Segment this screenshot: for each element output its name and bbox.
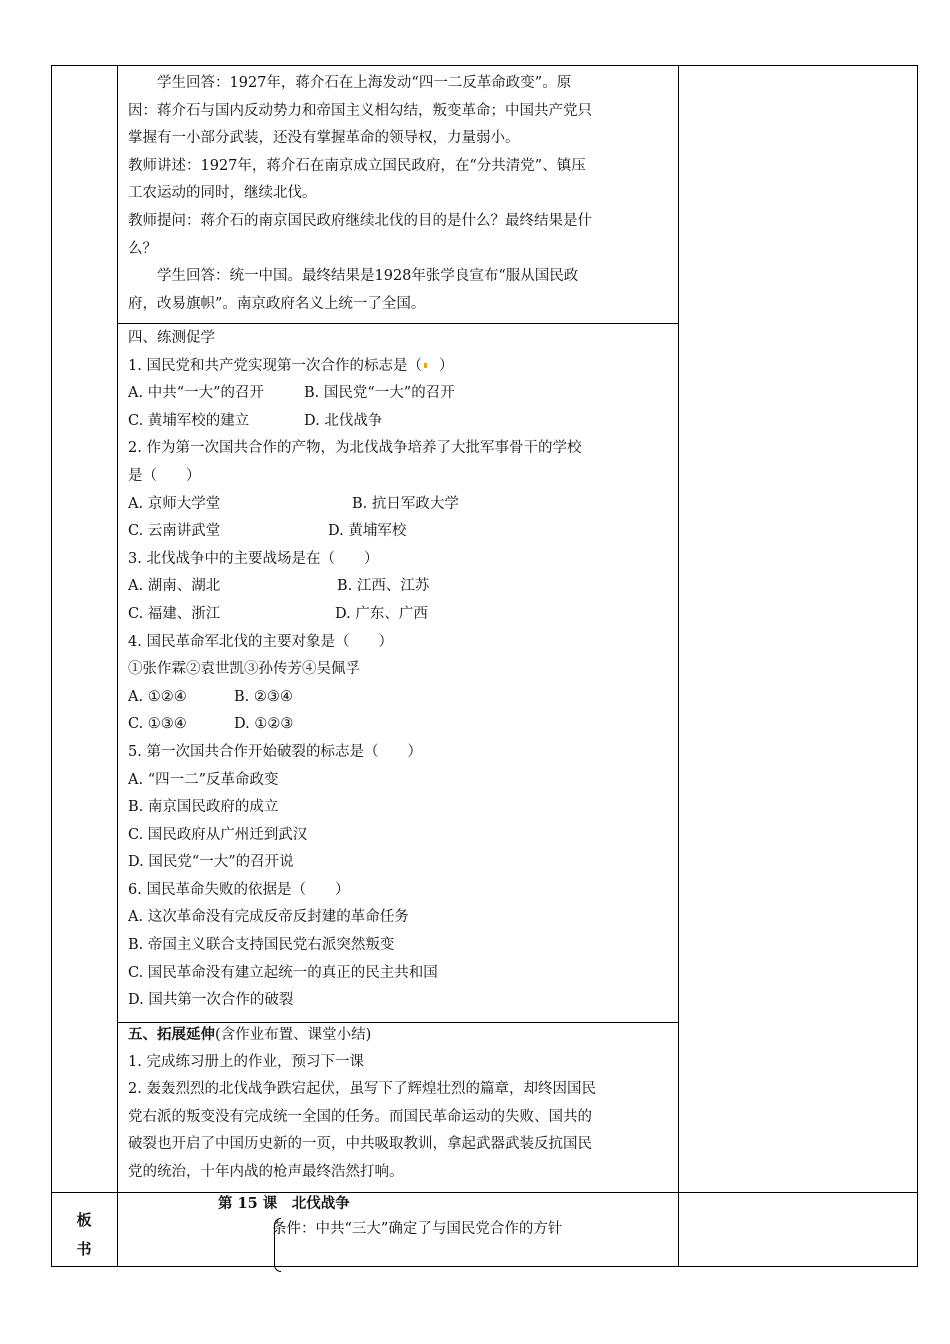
option: B. 南京国民政府的成立 <box>128 799 279 816</box>
board-condition: 条件：中共“三大”确定了与国民党合作的方针 <box>272 1221 563 1237</box>
paragraph-line: 么？ <box>128 240 157 257</box>
row-divider-1 <box>117 323 678 324</box>
option: B. ②③④ <box>234 688 293 705</box>
option-row <box>128 518 673 546</box>
option: D. 广东、广西 <box>335 605 428 622</box>
column-divider-right <box>678 65 679 1267</box>
paragraph-line: 工农运动的同时，继续北伐。 <box>128 185 317 202</box>
board-label-2: 书 <box>76 1240 92 1258</box>
question-3: 3. 北伐战争中的主要战场是在（ ） <box>128 550 379 567</box>
option: D. 黄埔军校 <box>328 523 407 540</box>
question-5: 5. 第一次国共合作开始破裂的标志是（ ） <box>128 743 422 760</box>
option: C. 国民政府从广州迁到武汉 <box>128 826 308 843</box>
option-row <box>128 408 673 436</box>
paragraph-line: 党的统治，十年内战的枪声最终浩然打响。 <box>128 1163 404 1180</box>
paragraph-line: 教师提问：蒋介石的南京国民政府继续北伐的目的是什么？最终结果是什 <box>128 212 592 229</box>
option: D. ①②③ <box>234 716 294 733</box>
question-6: 6. 国民革命失败的依据是（ ） <box>128 881 350 898</box>
option: A. 京师大学堂 <box>128 495 221 512</box>
dialogue-section <box>128 70 673 318</box>
paragraph-line: 1. 完成练习册上的作业，预习下一课 <box>128 1053 364 1070</box>
paragraph-line: 党右派的叛变没有完成统一全国的任务。而国民革命运动的失败、国共的 <box>128 1108 592 1125</box>
board-label-1: 板 <box>76 1211 92 1229</box>
option: A. ①②④ <box>128 688 187 705</box>
option: B. 国民党“一大”的召开 <box>304 385 455 402</box>
option: D. 国共第一次合作的破裂 <box>128 992 294 1009</box>
option: A. 中共“一大”的召开 <box>128 385 265 402</box>
option: C. 黄埔军校的建立 <box>128 412 250 429</box>
section-title: 四、练测促学 <box>128 330 215 346</box>
option-row <box>128 684 673 712</box>
section-title-bold: 五、拓展延伸 <box>128 1026 215 1043</box>
extension-section <box>128 1021 673 1187</box>
paragraph-line: 学生回答：1927年，蒋介石在上海发动“四一二反革命政变”。原 <box>157 75 572 91</box>
option: B. 抗日军政大学 <box>352 495 459 512</box>
paragraph-line: 因：蒋介石与国内反动势力和帝国主义相勾结，叛变革命；中国共产党只 <box>128 102 592 119</box>
exercise-section <box>128 325 673 1015</box>
paragraph-line: 府，改易旗帜”。南京政府名义上统一了全国。 <box>128 295 426 312</box>
option-row <box>128 711 673 739</box>
paragraph-line: 教师讲述：1927年，蒋介石在南京成立国民政府，在“分共清党”、镇压 <box>128 157 586 174</box>
option: A. “四一二”反革命政变 <box>128 771 279 788</box>
option: C. 云南讲武堂 <box>128 523 221 540</box>
section-title <box>128 1021 673 1049</box>
question-4-items: ①张作霖②袁世凯③孙传芳④吴佩孚 <box>128 661 360 678</box>
option-row <box>128 601 673 629</box>
option: B. 帝国主义联合支持国民党右派突然叛变 <box>128 937 395 954</box>
question-2: 2. 作为第一次国共合作的产物，为北伐战争培养了大批军事骨干的学校 <box>128 440 582 457</box>
option: A. 这次革命没有完成反帝反封建的革命任务 <box>128 909 409 926</box>
paragraph-line: 2. 轰轰烈烈的北伐战争跌宕起伏，虽写下了辉煌壮烈的篇章，却终因国民 <box>128 1081 596 1098</box>
option: B. 江西、江苏 <box>337 578 430 595</box>
question-bracket: ） <box>438 357 454 374</box>
question-4: 4. 国民革命军北伐的主要对象是（ ） <box>128 633 393 650</box>
option-row <box>128 491 673 519</box>
board-title: 第 15 课 北伐战争 <box>218 1195 350 1212</box>
option: C. 国民革命没有建立起统一的真正的民主共和国 <box>128 964 438 981</box>
option: D. 北伐战争 <box>304 412 383 429</box>
option: C. ①③④ <box>128 716 187 733</box>
column-divider-left <box>117 65 118 1267</box>
paragraph-line: 掌握有一小部分武装，还没有掌握革命的领导权，力量弱小。 <box>128 130 520 147</box>
paragraph-line: 破裂也开启了中国历史新的一页，中共吸取教训，拿起武器武装反抗国民 <box>128 1136 592 1153</box>
paragraph-line: 学生回答：统一中国。最终结果是1928年张学良宣布“服从国民政 <box>157 268 579 285</box>
question-2-cont: 是（ ） <box>128 467 201 484</box>
question-1 <box>128 353 673 381</box>
section-title-note: (含作业布置、课堂小结) <box>215 1027 372 1043</box>
option-row <box>128 380 673 408</box>
option: C. 福建、浙江 <box>128 605 221 622</box>
option: A. 湖南、湖北 <box>128 578 221 595</box>
option-row <box>128 573 673 601</box>
mark-dot <box>424 363 427 368</box>
question-text: 1. 国民党和共产党实现第一次合作的标志是（ <box>128 357 422 374</box>
option: D. 国民党“一大”的召开说 <box>128 854 294 871</box>
